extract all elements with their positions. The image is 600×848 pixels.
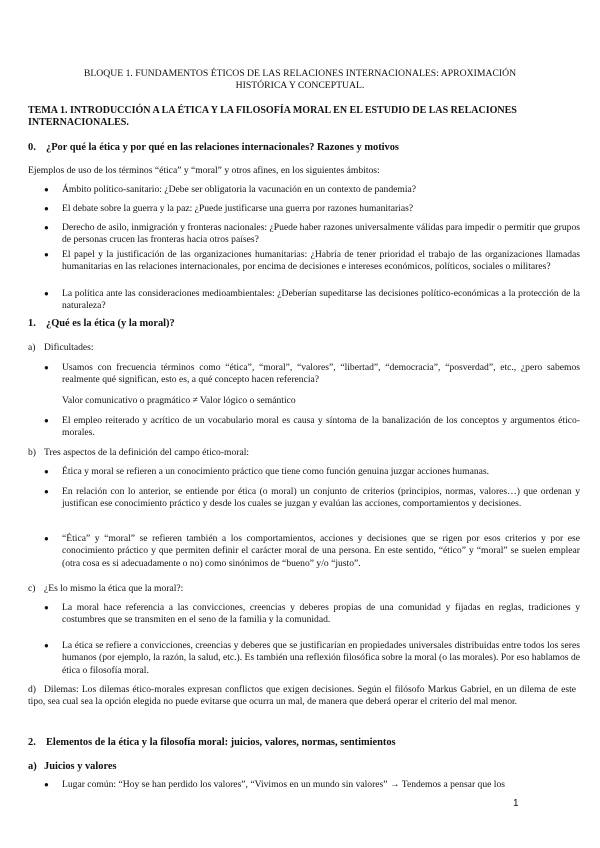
subsection-b: b) Tres aspectos de la definición del campo ético-moral: <box>28 447 250 458</box>
list-item: ● El empleo reiterado y acrítico de un vocabulario moral es causa y síntoma de la banalización de los conceptos y argumentos ético-morales. <box>44 415 580 439</box>
list-item: ● Ámbito político-sanitario: ¿Debe ser obligatoria la vacunación en un contexto de pandemia? <box>44 184 417 195</box>
bullet-icon: ● <box>44 780 49 789</box>
list-item-note: Valor comunicativo o pragmático ≠ Valor lógico o semántico <box>62 395 296 406</box>
bullet-icon: ● <box>44 416 49 425</box>
section-number: 0. <box>28 142 36 153</box>
list-item: ● La ética se refiere a convicciones, creencias y deberes que se justificarían en propiedades universales distribuidas entre todos los seres humanos (por ejemplo, la razón, la salud, etc.). Es también una reflexión filosófica sobre la moral (o las morales). Por eso hablamos de ética o filosofía moral. <box>44 640 580 676</box>
section-0-heading <box>28 142 576 154</box>
bullet-icon: ● <box>44 250 49 259</box>
subsection-a: a) Dificultades: <box>28 342 94 353</box>
bullet-icon: ● <box>44 534 49 543</box>
list-item: ● Ética y moral se refieren a un conocimiento práctico que tiene como función genuina juzgar acciones humanas. <box>44 466 490 477</box>
list-item: ● “Ética” y “moral” se refieren también a los comportamientos, acciones y decisiones que se rigen por esos criterios y por ese conocimiento práctico y que permiten definir el carácter moral de una persona. En este sentido, “ético” y “moral” se suelen emplear (otra cosa es si adecuadamente o no) como sinónimos de “bueno” y/o “justo”. <box>44 533 580 569</box>
tema-title: TEMA 1. INTRODUCCIÓN A LA ÉTICA Y LA FILOSOFÍA MORAL EN EL ESTUDIO DE LAS RELACIONES INTERNACIONALES. <box>28 105 517 129</box>
bullet-icon: ● <box>44 289 49 298</box>
list-item: ● En relación con lo anterior, se entiende por ética (o moral) un conjunto de criterios (principios, normas, valores…) que ordenan y justifican ese conocimiento práctico y desde los cuales se juzgan y evalúan las acciones, comportamientos y decisiones. <box>44 486 580 510</box>
section-title: ¿Por qué la ética y por qué en las relaciones internacionales? Razones y motivos <box>46 142 399 153</box>
list-item: ● Usamos con frecuencia términos como “ética”, “moral”, “valores”, “libertad”, “democracia”, “posverdad”, etc., ¿pero sabemos realmente qué significan, esto es, a qué concepto hacen referencia? <box>44 362 580 386</box>
block-header <box>60 68 540 93</box>
header-line-1: BLOQUE 1. FUNDAMENTOS ÉTICOS DE LAS RELACIONES INTERNACIONALES: APROXIMACIÓN <box>83 68 517 79</box>
bullet-icon: ● <box>44 641 49 650</box>
list-item: ● Derecho de asilo, inmigración y fronteras nacionales: ¿Puede haber razones universalmente válidas para impedir o permitir que grupos de personas crucen las fronteras hacia otros países? <box>44 222 580 246</box>
subsection-d: d) Dilemas: Los dilemas ético-morales expresan conflictos que exigen decisiones. Según el filósofo Markus Gabriel, en un dilema de este tipo, sea cual sea la opción elegida no puede evitarse que ocurra un mal, de manera que deberá operar el criterio del mal menor. <box>28 684 576 708</box>
list-item: ● El debate sobre la guerra y la paz: ¿Puede justificarse una guerra por razones humanitarias? <box>44 203 414 214</box>
header-line-2: HISTÓRICA Y CONCEPTUAL. <box>235 80 365 92</box>
bullet-icon: ● <box>44 467 49 476</box>
section-1-heading: 1. ¿Qué es la ética (y la moral)? <box>28 318 175 329</box>
section-2-heading: 2. Elementos de la ética y la filosofía moral: juicios, valores, normas, sentimientos <box>28 737 396 748</box>
section-0-intro: Ejemplos de uso de los términos “ética” y “moral” y otros afines, en los siguientes ámbitos: <box>28 165 380 176</box>
list-item: ● Lugar común: “Hoy se han perdido los valores”, “Vivimos en un mundo sin valores” → Tendemos a pensar que los <box>44 779 505 790</box>
list-item: ● La política ante las consideraciones medioambientales: ¿Deberían supeditarse las decisiones político-económicas a la protección de la naturaleza? <box>44 288 580 312</box>
bullet-icon: ● <box>44 363 49 372</box>
bullet-icon: ● <box>44 603 49 612</box>
page-number: 1 <box>513 798 519 809</box>
bullet-icon: ● <box>44 204 49 213</box>
bullet-icon: ● <box>44 223 49 232</box>
bullet-icon: ● <box>44 487 49 496</box>
bullet-icon: ● <box>44 185 49 194</box>
subsection-c: c) ¿Es lo mismo la ética que la moral?: <box>28 583 184 594</box>
list-item: ● La moral hace referencia a las convicciones, creencias y deberes propias de una comunidad y fijadas en reglas, tradiciones y costumbres que se transmiten en el seno de la familia y la comunidad. <box>44 602 580 626</box>
subsection-2a: a) Juicios y valores <box>28 761 117 772</box>
list-item: ● El papel y la justificación de las organizaciones humanitarias: ¿Habría de tener prioridad el trabajo de las organizaciones llamadas humanitarias en las relaciones internacionales, por encima de decisiones e intereses económicos, políticos, sociales o militares? <box>44 249 580 273</box>
